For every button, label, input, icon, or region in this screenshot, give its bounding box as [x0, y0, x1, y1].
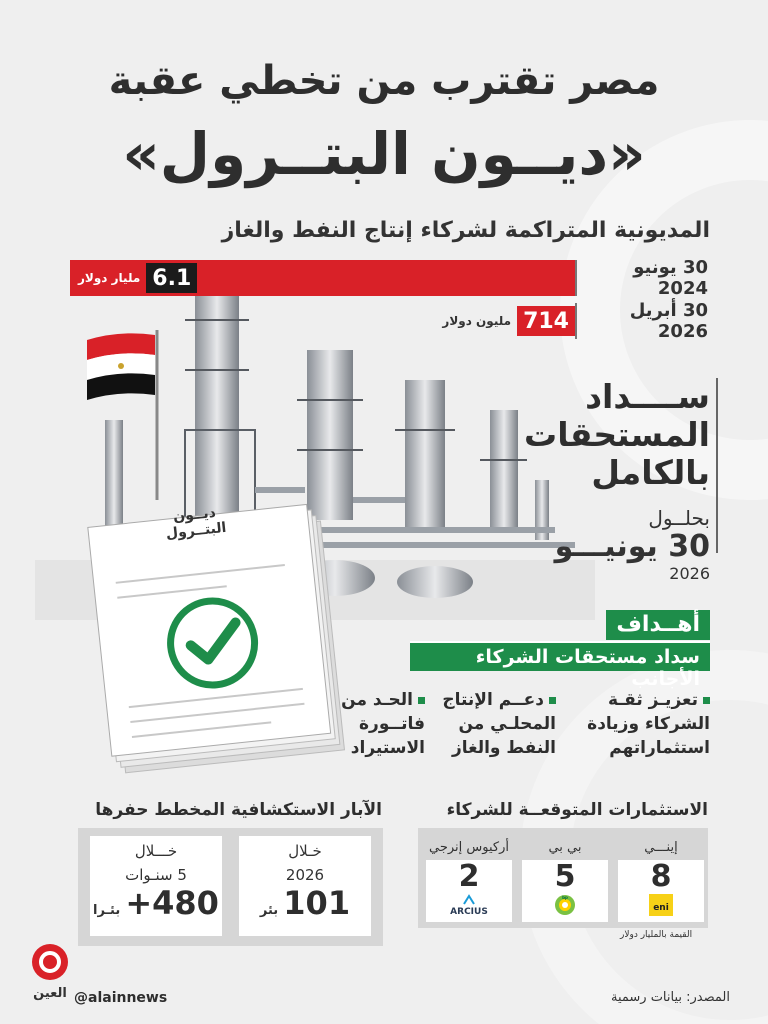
investments-panel: [418, 828, 708, 928]
bullet-icon: [703, 697, 710, 704]
investment-card-arcius: [426, 828, 512, 923]
well-head: 2026: [285, 866, 325, 884]
goal-line: الحـد من: [341, 690, 413, 710]
investment-card-bp: [522, 828, 608, 923]
investments-note: القيمة بالمليار دولار: [620, 930, 693, 940]
goals-subtitle: سداد مستحقات الشركاء الأجانب: [410, 641, 710, 671]
well-card: [239, 836, 371, 936]
investment-card-eni: [618, 828, 704, 923]
well-head: خـــلال: [134, 842, 178, 860]
bullet-icon: [549, 697, 556, 704]
well-number: 480+: [125, 884, 219, 922]
investment-value: 5: [554, 859, 576, 894]
well-card: [90, 836, 222, 936]
goal-item: [341, 688, 425, 760]
wells-panel: [78, 828, 383, 946]
well-head: خـلال: [288, 842, 322, 860]
goal-line: استثماراتهم: [609, 738, 710, 758]
investment-value: 8: [650, 859, 672, 894]
source-note: المصدر: بيانات رسمية: [610, 990, 730, 1005]
goal-line: الاستيراد: [350, 738, 425, 758]
debt-bar: [434, 303, 575, 339]
company-name: إينـــي: [644, 840, 678, 855]
debt-bar: [70, 260, 575, 296]
goal-line: النفط والغاز: [451, 738, 556, 758]
settlement-year: 2026: [669, 564, 710, 583]
debt-unit: مليون دولار: [442, 314, 512, 328]
well-head: 5 سنـوات: [125, 866, 187, 884]
arcius-logo-text: ARCIUS: [450, 907, 488, 916]
debt-date: 30 أبريل 2026: [575, 303, 710, 339]
document-label-line: ديــون: [172, 504, 217, 526]
bp-logo-text: bp: [562, 895, 568, 900]
goal-item: [442, 688, 556, 760]
company-name: بي بي: [548, 840, 582, 855]
title-line-1: مصر تقترب من تخطي عقبة: [108, 58, 660, 104]
bullet-icon: [418, 697, 425, 704]
debt-amount: 6.1: [146, 263, 197, 293]
debt-amount: 714: [517, 306, 575, 336]
divider: [716, 378, 718, 553]
settlement-line: المستحقات: [524, 415, 710, 454]
eni-logo-icon: [649, 894, 673, 916]
investment-value-box: [522, 860, 608, 922]
settlement-line: بالكامل: [591, 453, 710, 492]
logo-text: العين: [33, 986, 67, 1001]
document-label: [163, 504, 227, 542]
investments-title: الاستثمارات المتوقعــة للشركاء: [446, 800, 708, 820]
egypt-flag: [87, 333, 155, 400]
well-unit: بئـرا: [93, 903, 121, 918]
investment-value: 2: [458, 859, 480, 894]
well-unit: بئر: [259, 903, 279, 918]
debt-heading: المديونية المتراكمة لشركاء إنتاج النفط والغاز: [221, 218, 710, 243]
investment-value-box: [426, 860, 512, 922]
social-handle: @alainnews: [74, 990, 168, 1006]
goal-line: تعزيـز ثقـة: [608, 690, 698, 710]
goal-item: [587, 688, 710, 760]
document-label-line: البتــرول: [165, 519, 228, 543]
goal-line: الشركاء وزيادة: [587, 714, 710, 734]
goal-line: دعــم الإنتاج: [442, 690, 544, 710]
settlement-by: بحلــول: [648, 506, 710, 530]
settlement-block: [524, 377, 710, 583]
alain-logo: [30, 942, 70, 1012]
wells-title: الآبار الاستكشافية المخطط حفرها: [95, 800, 382, 820]
debt-row-2026: [428, 300, 710, 342]
debt-unit: مليار دولار: [78, 271, 141, 285]
goals-tag: أهــداف: [606, 610, 710, 640]
title-line-2: «ديــون البتــرول»: [122, 120, 646, 188]
debt-row-2024: [64, 257, 710, 299]
company-name: أركيوس إنرجي: [429, 840, 509, 855]
alain-logo-icon: [30, 942, 70, 982]
debt-date: 30 يونيو 2024: [575, 260, 710, 296]
investment-value-box: [618, 860, 704, 922]
settlement-line: ســــداد: [585, 377, 710, 416]
well-number: 101: [283, 884, 351, 922]
eni-logo-text: eni: [653, 903, 669, 913]
goal-line: فاتــورة: [359, 714, 425, 734]
goal-line: المحلـي من: [458, 714, 556, 734]
settlement-date: 30 يونيـــو: [554, 529, 710, 564]
arcius-logo-icon: [434, 894, 504, 916]
bp-logo-icon: [554, 894, 576, 916]
